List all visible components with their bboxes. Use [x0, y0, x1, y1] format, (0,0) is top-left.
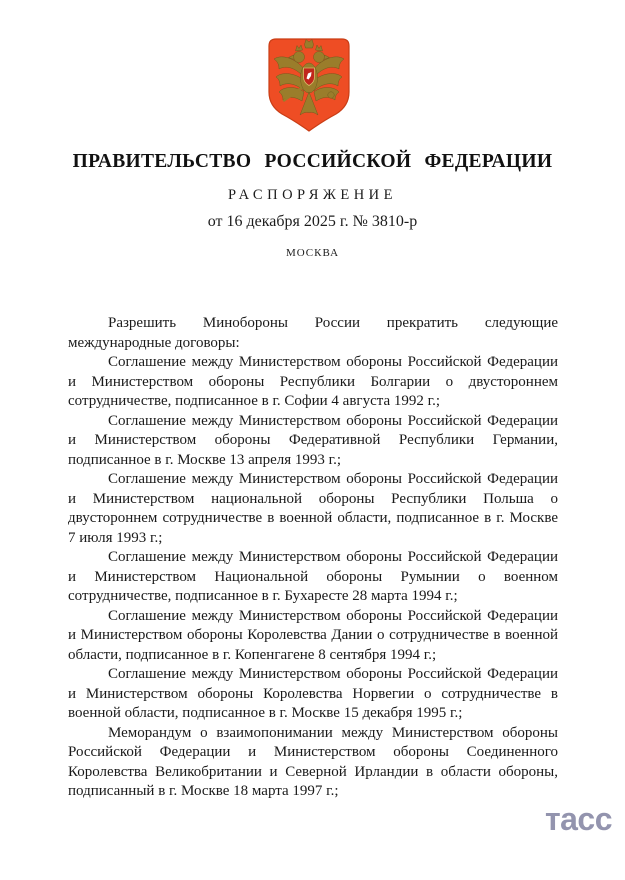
paragraph-intro: Разрешить Минобороны России прекратить следующие международные договоры: — [68, 315, 558, 351]
date-number-line: от 16 декабря 2025 г. № 3810-р — [207, 213, 418, 230]
document-type-title: РАСПОРЯЖЕНИЕ — [227, 187, 398, 203]
russia-coat-of-arms-icon — [268, 38, 350, 132]
government-title: ПРАВИТЕЛЬСТВО РОССИЙСКОЙ ФЕДЕРАЦИИ — [72, 151, 553, 172]
paragraph-agreement-poland: Соглашение между Министерством обороны Российской Федерации и Министерством национальной обороны Республики Польша о двустороннем сотрудничестве в военной области, подписанное в г. Москве 7 июля 1993 г.; — [68, 471, 558, 546]
city-label: МОСКВА — [285, 247, 340, 259]
paragraph-agreement-romania: Соглашение между Министерством обороны Российской Федерации и Министерством Национальной обороны Румынии о военном сотрудничестве, подписанное в г. Бухаресте 28 марта 1994 г.; — [68, 549, 558, 604]
paragraph-agreement-norway: Соглашение между Министерством обороны Российской Федерации и Министерством обороны Королевства Норвегии о сотрудничестве в военной области, подписанное в г. Москве 15 декабря 1995 г.; — [68, 666, 558, 721]
tass-watermark: тасс — [544, 801, 612, 837]
paragraph-memorandum-uk: Меморандум о взаимопонимании между Министерством обороны Российской Федерации и Министерством обороны Соединенного Королевства Великобритании и Северной Ирландии в области обороны, подписанный в г. Москве 18 марта 1997 г.; — [68, 724, 558, 799]
paragraph-agreement-germany: Соглашение между Министерством обороны Российской Федерации и Министерством обороны Федеративной Республики Германии, подписанное в г. Москве 13 апреля 1993 г.; — [68, 412, 558, 468]
document-body — [68, 314, 558, 802]
paragraph-agreement-bulgaria: Соглашение между Министерством обороны Российской Федерации и Министерством обороны Республики Болгарии о двустороннем сотрудничестве, подписанное в г. Софии 4 августа 1992 г.; — [68, 354, 558, 409]
paragraph-agreement-denmark: Соглашение между Министерством обороны Российской Федерации и Министерством обороны Королевства Дании о сотрудничестве в военной области, подписанное в г. Копенгагене 8 сентября 1994 г.; — [68, 607, 558, 663]
